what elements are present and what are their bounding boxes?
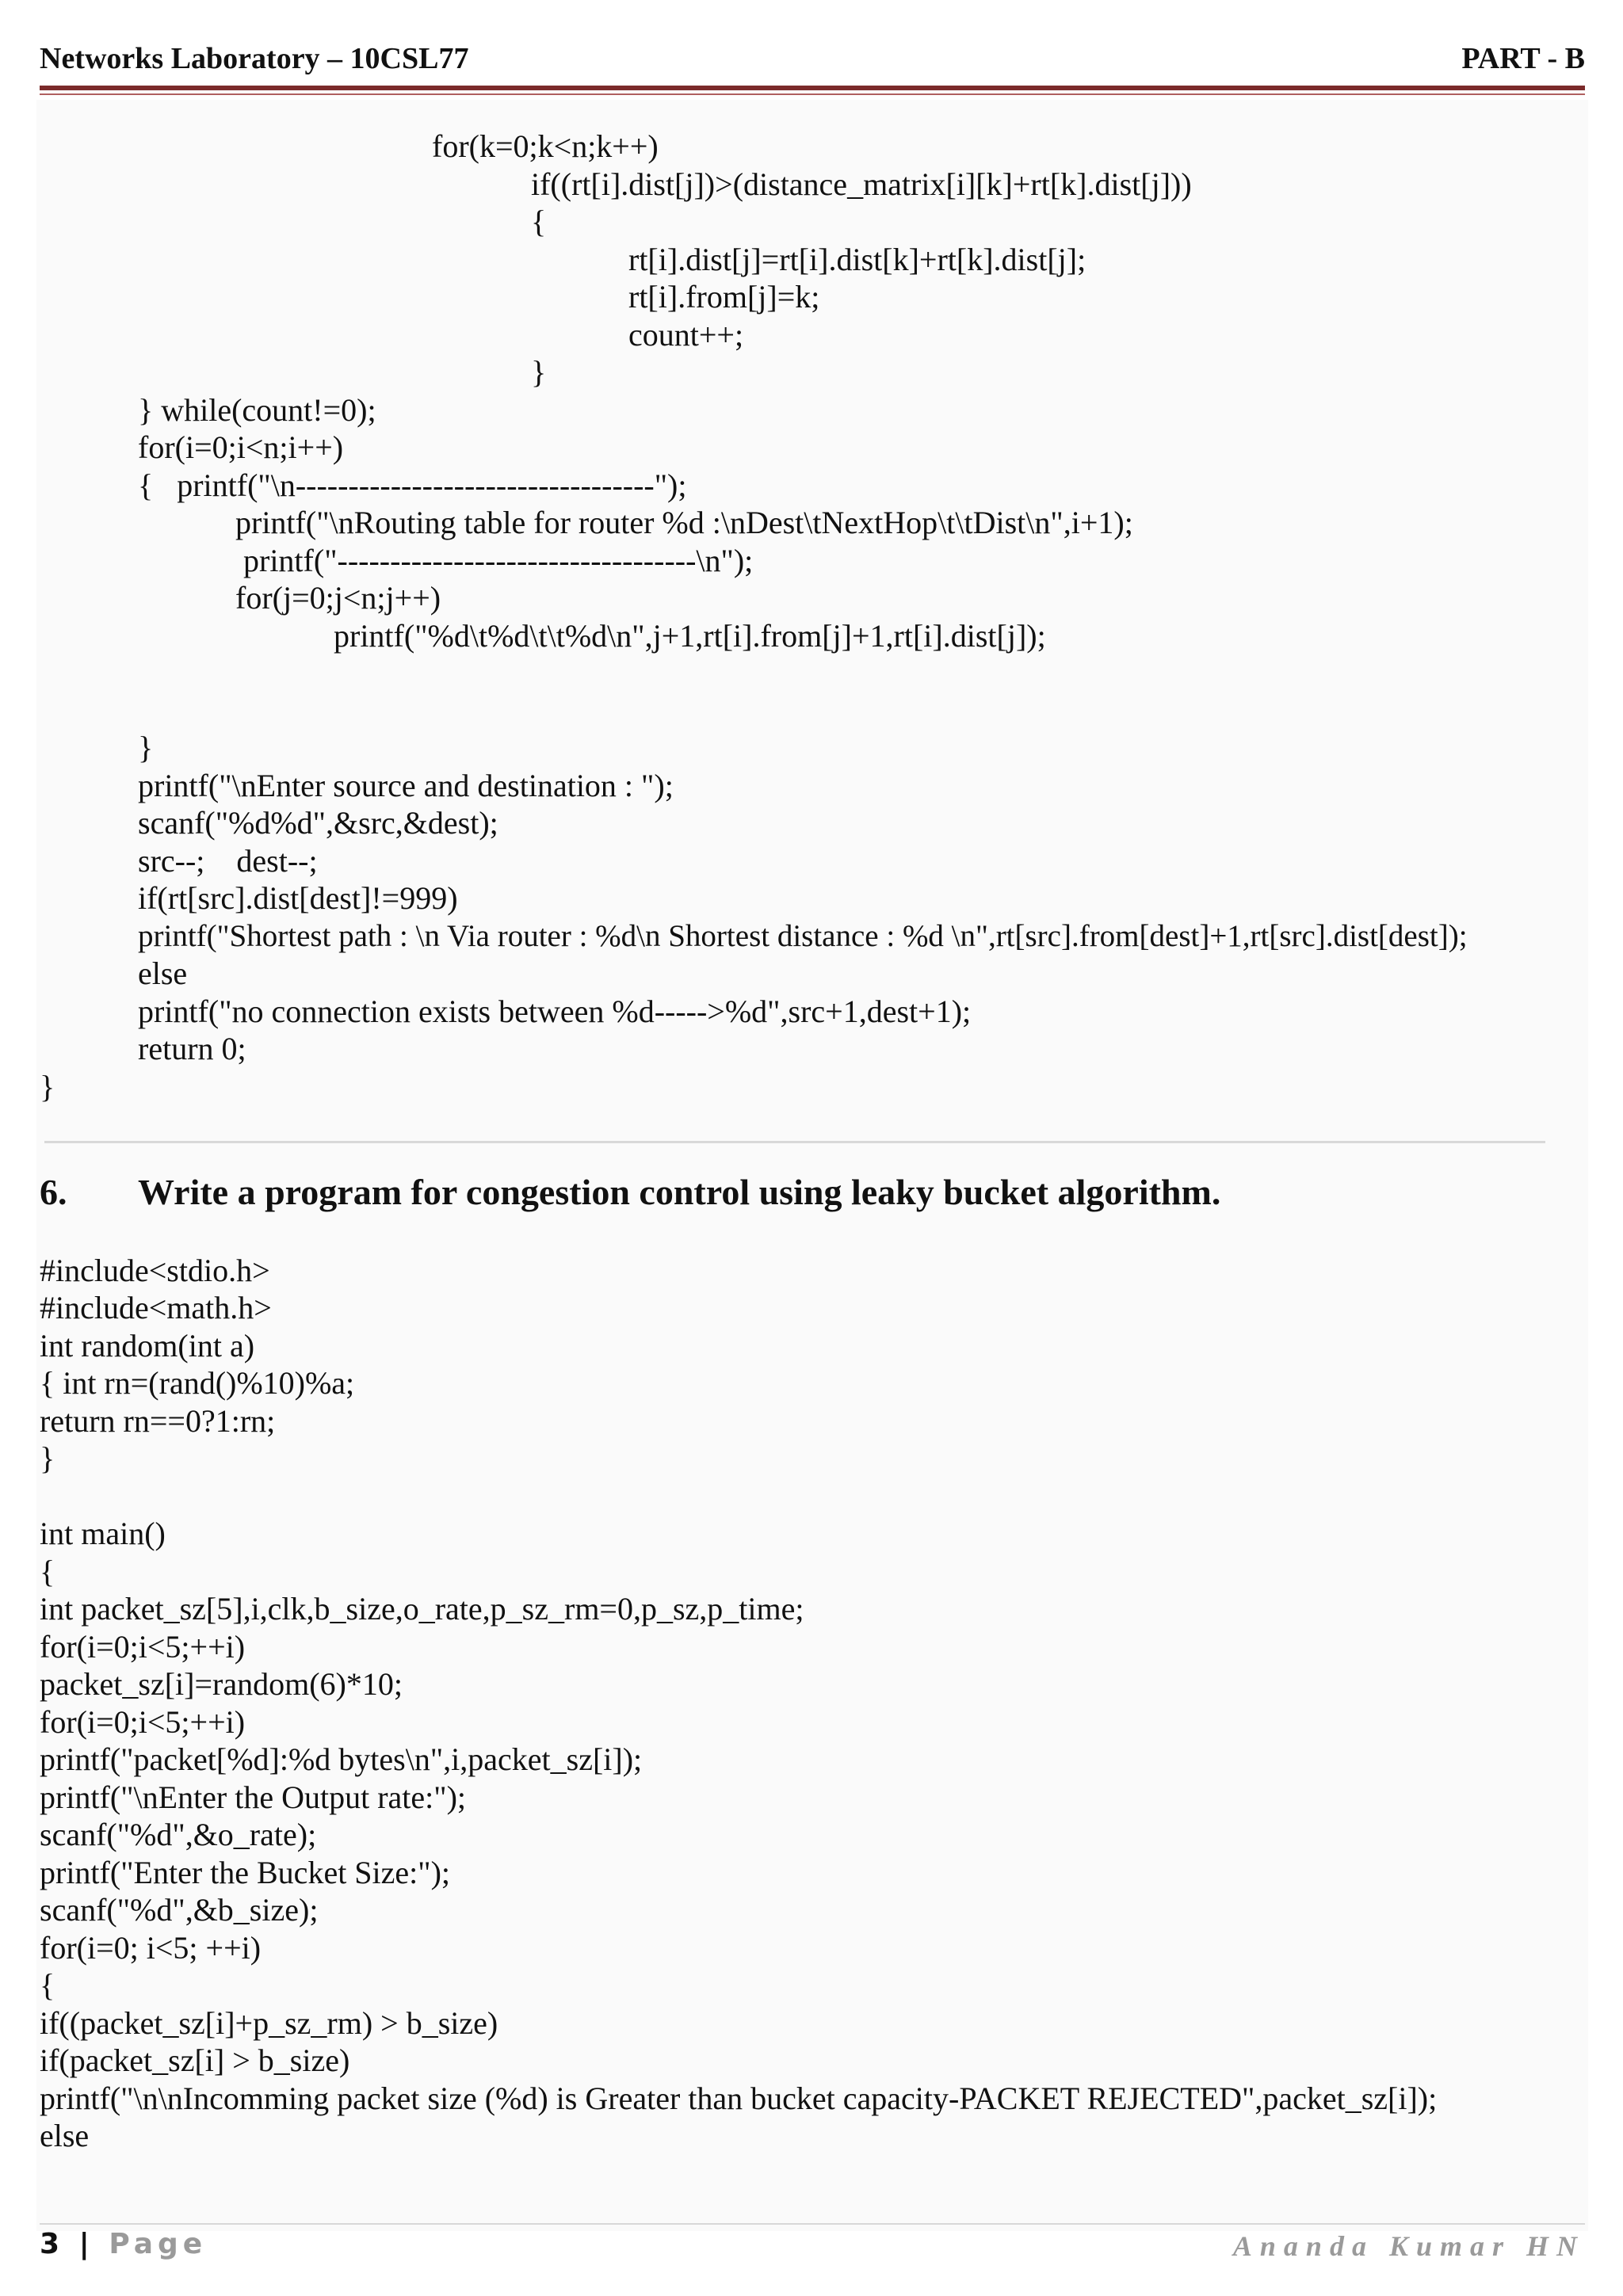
code-line: packet_sz[i]=random(6)*10; (40, 1666, 403, 1702)
code-line: scanf("%d",&b_size); (40, 1892, 319, 1928)
code-line: { (531, 204, 547, 239)
page-label: Page (109, 2228, 208, 2260)
code-line: scanf("%d",&o_rate); (40, 1817, 317, 1852)
code-line: printf("\nEnter source and destination : "); (138, 768, 674, 803)
code-line: { (40, 1554, 55, 1589)
header-title: Networks Laboratory – 10CSL77 (40, 42, 469, 75)
code-line: int packet_sz[5],i,clk,b_size,o_rate,p_sz_rm=0,p_sz,p_time; (40, 1591, 804, 1627)
code-line: else (40, 2118, 90, 2153)
code-line: for(i=0;i<n;i++) (138, 429, 344, 465)
code-line: printf("\n\nIncomming packet size (%d) is Greater than bucket capacity-PACKET REJECTED",packet_sz[i]); (40, 2081, 1438, 2116)
code-line: rt[i].from[j]=k; (628, 279, 820, 315)
code-line: rt[i].dist[j]=rt[i].dist[k]+rt[k].dist[j]; (628, 242, 1086, 277)
code-line: int main() (40, 1516, 166, 1551)
header-rule (40, 86, 1585, 90)
code-line: printf("\nRouting table for router %d :\nDest\tNextHop\t\tDist\n",i+1); (235, 505, 1133, 540)
code-line: for(k=0;k<n;k++) (432, 128, 659, 164)
code-line: { int rn=(rand()%10)%a; (40, 1365, 355, 1401)
code-line: if((rt[i].dist[j])>(distance_matrix[i][k]+rt[k].dist[j])) (531, 166, 1192, 202)
code-line: if(rt[src].dist[dest]!=999) (138, 880, 458, 916)
code-line: #include<stdio.h> (40, 1253, 270, 1288)
header-rule-thin (40, 93, 1585, 95)
code-line: if(packet_sz[i] > b_size) (40, 2042, 350, 2078)
code-line: src--; dest--; (138, 843, 318, 879)
code-line: printf("no connection exists between %d----->%d",src+1,dest+1); (138, 994, 972, 1029)
page-separator: | (78, 2228, 94, 2260)
page-header (40, 41, 1585, 76)
code-line: } while(count!=0); (138, 392, 376, 428)
page-number-value: 3 (40, 2228, 65, 2260)
code-line: return rn==0?1:rn; (40, 1403, 276, 1439)
code-line: printf("Enter the Bucket Size:"); (40, 1855, 451, 1890)
code-line: scanf("%d%d",&src,&dest); (138, 805, 498, 841)
code-line: { printf("\n----------------------------------"); (138, 467, 687, 503)
code-line: printf("\nEnter the Output rate:"); (40, 1779, 467, 1815)
section-title: Write a program for congestion control using leaky bucket algorithm. (138, 1172, 1221, 1212)
code-line: if((packet_sz[i]+p_sz_rm) > b_size) (40, 2005, 498, 2041)
code-line: for(i=0;i<5;++i) (40, 1704, 246, 1740)
code-line: else (138, 955, 188, 991)
page-number (40, 2228, 207, 2260)
code-line: } (138, 730, 154, 765)
footer-author: Ananda Kumar HN (1232, 2230, 1585, 2262)
code-line: count++; (628, 317, 744, 353)
code-line: } (531, 354, 547, 390)
code-line: } (40, 1440, 55, 1476)
section-divider (44, 1141, 1545, 1143)
header-part: PART - B (1461, 42, 1585, 75)
code-line: printf("Shortest path : \n Via router : %d\n Shortest distance : %d \n",rt[src].from[dest]+1,rt[src].dist[dest]); (138, 919, 1468, 953)
code-line: for(j=0;j<n;j++) (235, 580, 441, 616)
code-line: { (40, 1967, 55, 2003)
code-line: int random(int a) (40, 1328, 255, 1363)
code-line: printf("packet[%d]:%d bytes\n",i,packet_sz[i]); (40, 1741, 643, 1777)
code-line: } (40, 1069, 55, 1104)
code-line: printf("%d\t%d\t\t%d\n",j+1,rt[i].from[j]+1,rt[i].dist[j]); (334, 618, 1046, 654)
footer-rule (40, 2223, 1585, 2225)
code-line: for(i=0;i<5;++i) (40, 1629, 246, 1665)
code-line: return 0; (138, 1031, 246, 1066)
section-number: 6. (40, 1172, 67, 1212)
code-line: for(i=0; i<5; ++i) (40, 1930, 262, 1966)
code-line: printf("----------------------------------\n"); (243, 543, 754, 578)
code-line: #include<math.h> (40, 1290, 272, 1325)
